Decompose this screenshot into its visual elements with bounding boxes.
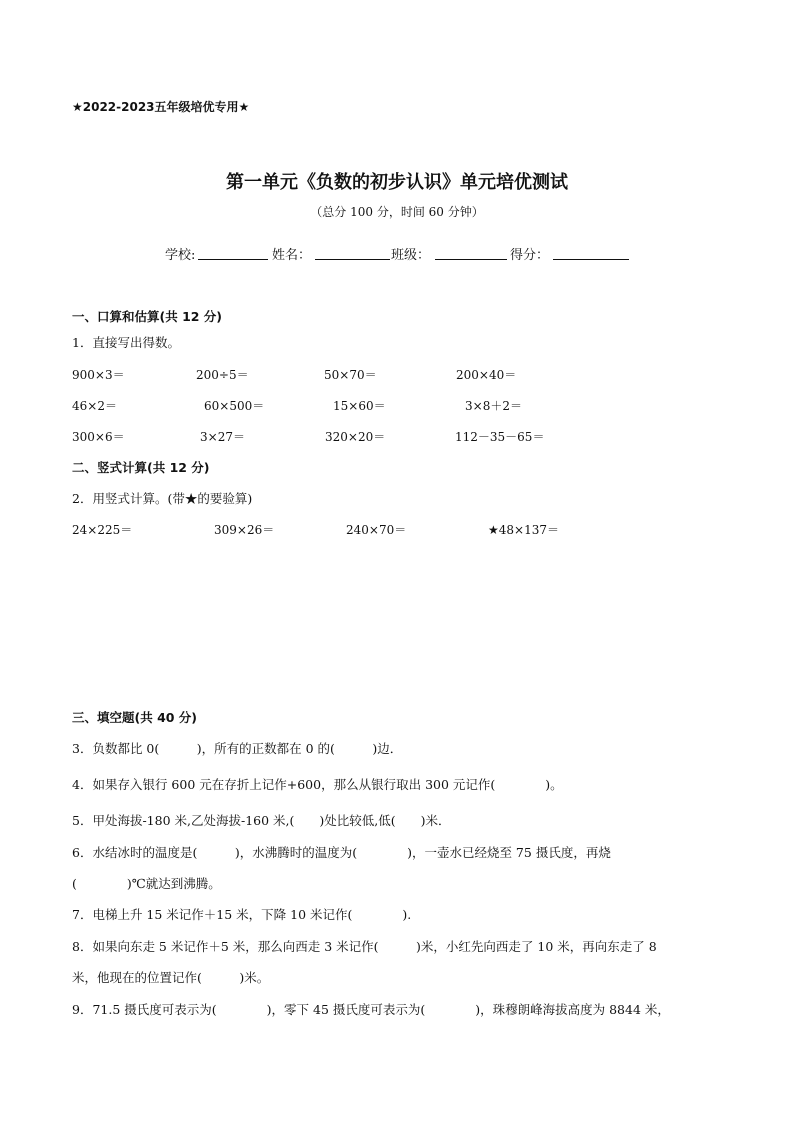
calc-item: 60×500＝ [204,399,265,413]
calc-item: 112－35－65＝ [455,430,545,444]
calc-item: 300×6＝ [72,430,125,444]
calc-item: 200×40＝ [456,368,517,382]
calc-item: 24×225＝ [72,523,133,537]
calc-item: 900×3＝ [72,368,125,382]
question-text: 6．水结冰时的温度是( )，水沸腾时的温度为( )，一壶水已经烧至 75 摄氏度，再烧 [72,845,611,860]
school-label: 学校: [165,248,196,263]
subtitle: （总分 100 分，时间 60 分钟） [310,205,484,219]
page-title: 第一单元《负数的初步认识》单元培优测试 [226,172,568,193]
class-label: 班级： [391,248,431,263]
score-label: 得分： [510,248,550,263]
section-title: 一、口算和估算(共 12 分) [72,309,223,324]
question-text: 9．71.5 摄氏度可表示为( )，零下 45 摄氏度可表示为( )，珠穆朗峰海拔高度为 8844 米， [72,1002,670,1017]
question-text: 8．如果向东走 5 米记作＋5 米，那么向西走 3 米记作( )米，小红先向西走了 10 米，再向东走了 8 [72,939,657,954]
section-title: 三、填空题(共 40 分) [72,710,198,725]
calc-item: ★48×137＝ [488,523,559,537]
question-text: 7．电梯上升 15 米记作＋15 米，下降 10 米记作( ). [72,907,412,922]
question-text: 5．甲处海拔-180 米,乙处海拔-160 米,( )处比较低,低( )米． [72,813,451,828]
calc-item: 3×27＝ [200,430,245,444]
calc-item: 240×70＝ [346,523,407,537]
question-text: 3．负数都比 0( )，所有的正数都在 0 的( )边． [72,741,403,756]
calc-item: 3×8＋2＝ [465,399,522,413]
calc-item: 200÷5＝ [196,368,249,382]
name-label: 姓名： [272,248,312,263]
calc-item: 50×70＝ [324,368,377,382]
section-title: 二、竖式计算(共 12 分) [72,460,210,475]
calc-item: 320×20＝ [325,430,386,444]
calc-item: 46×2＝ [72,399,117,413]
question-text: 2．用竖式计算。(带★的要验算) [72,491,253,506]
calc-item: 309×26＝ [214,523,275,537]
name-blank[interactable] [315,259,390,260]
school-blank[interactable] [198,259,268,260]
score-blank[interactable] [553,259,629,260]
class-blank[interactable] [435,259,507,260]
banner: ★2022-2023五年级培优专用★ [72,100,250,114]
question-text: 米，他现在的位置记作( )米。 [72,970,270,985]
calc-item: 15×60＝ [333,399,386,413]
question-text: 4．如果存入银行 600 元在存折上记作+600，那么从银行取出 300 元记作( )。 [72,777,563,792]
question-text: 1．直接写出得数。 [72,335,180,350]
question-text: ( )℃就达到沸腾。 [72,876,221,891]
